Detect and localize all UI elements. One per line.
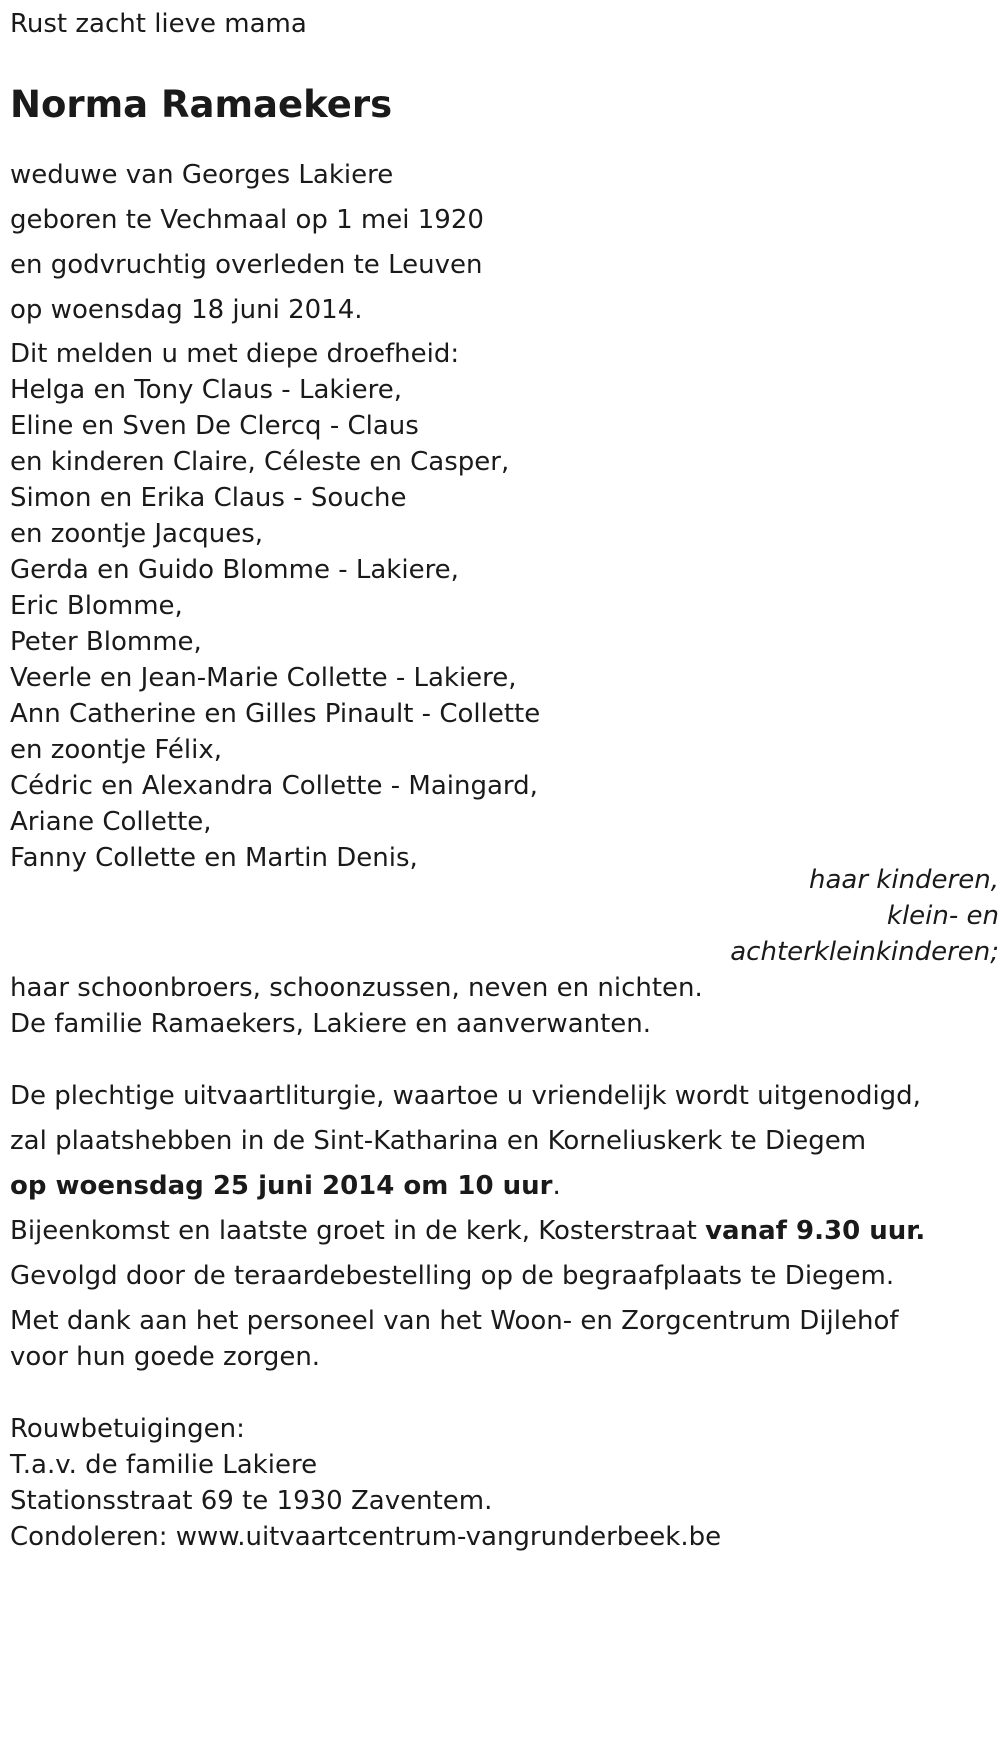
detail-line: geboren te Vechmaal op 1 mei 1920 — [10, 205, 484, 235]
condolences-attn: T.a.v. de familie Lakiere — [10, 1450, 318, 1480]
gathering-text: Bijeenkomst en laatste groet in de kerk, Kosterstraat — [10, 1216, 706, 1246]
ceremony-date-bold: op woensdag 25 juni 2014 om 10 uur — [10, 1171, 553, 1201]
family-member: Eric Blomme, — [10, 591, 183, 621]
family-member: Eline en Sven De Clercq - Claus — [10, 411, 419, 441]
condolences-title: Rouwbetuigingen: — [10, 1414, 245, 1444]
family-member: Cédric en Alexandra Collette - Maingard, — [10, 771, 538, 801]
thanks-line: voor hun goede zorgen. — [10, 1342, 321, 1372]
relation-line: achterkleinkinderen; — [730, 937, 999, 967]
family-member: Helga en Tony Claus - Lakiere, — [10, 375, 403, 405]
family-member: en zoontje Jacques, — [10, 519, 264, 549]
family-member: Gerda en Guido Blomme - Lakiere, — [10, 555, 459, 585]
detail-line: weduwe van Georges Lakiere — [10, 160, 394, 190]
condolences-website[interactable]: Condoleren: www.uitvaartcentrum-vangrunderbeek.be — [10, 1522, 722, 1552]
family-member: en zoontje Félix, — [10, 735, 222, 765]
family-member: Ann Catherine en Gilles Pinault - Collette — [10, 699, 541, 729]
gathering-line — [10, 1215, 925, 1247]
condolences-address: Stationsstraat 69 te 1930 Zaventem. — [10, 1486, 493, 1516]
family-member: Fanny Collette en Martin Denis, — [10, 843, 418, 873]
deceased-name: Norma Ramaekers — [10, 83, 393, 126]
extended-family: haar schoonbroers, schoonzussen, neven en nichten. — [10, 973, 703, 1003]
detail-line: en godvruchtig overleden te Leuven — [10, 250, 483, 280]
thanks-line: Met dank aan het personeel van het Woon- en Zorgcentrum Dijlehof — [10, 1306, 899, 1336]
burial-line: Gevolgd door de teraardebestelling op de begraafplaats te Diegem. — [10, 1261, 895, 1291]
relation-line: haar kinderen, — [809, 865, 999, 895]
ceremony-line: De plechtige uitvaartliturgie, waartoe u vriendelijk wordt uitgenodigd, — [10, 1081, 921, 1111]
gathering-time: vanaf 9.30 uur. — [705, 1216, 926, 1246]
ceremony-line: zal plaatshebben in de Sint-Katharina en Korneliuskerk te Diegem — [10, 1126, 867, 1156]
family-member: Veerle en Jean-Marie Collette - Lakiere, — [10, 663, 517, 693]
family-member: en kinderen Claire, Céleste en Casper, — [10, 447, 510, 477]
family-member: Simon en Erika Claus - Souche — [10, 483, 407, 513]
ceremony-date-end: . — [552, 1171, 561, 1201]
intro-text: Rust zacht lieve mama — [10, 9, 307, 39]
family-intro: Dit melden u met diepe droefheid: — [10, 339, 460, 369]
family-member: Peter Blomme, — [10, 627, 202, 657]
family-member: Ariane Collette, — [10, 807, 212, 837]
ceremony-date — [10, 1170, 561, 1202]
relation-line: klein- en — [886, 901, 999, 931]
extended-family: De familie Ramaekers, Lakiere en aanverwanten. — [10, 1009, 652, 1039]
detail-line: op woensdag 18 juni 2014. — [10, 295, 363, 325]
